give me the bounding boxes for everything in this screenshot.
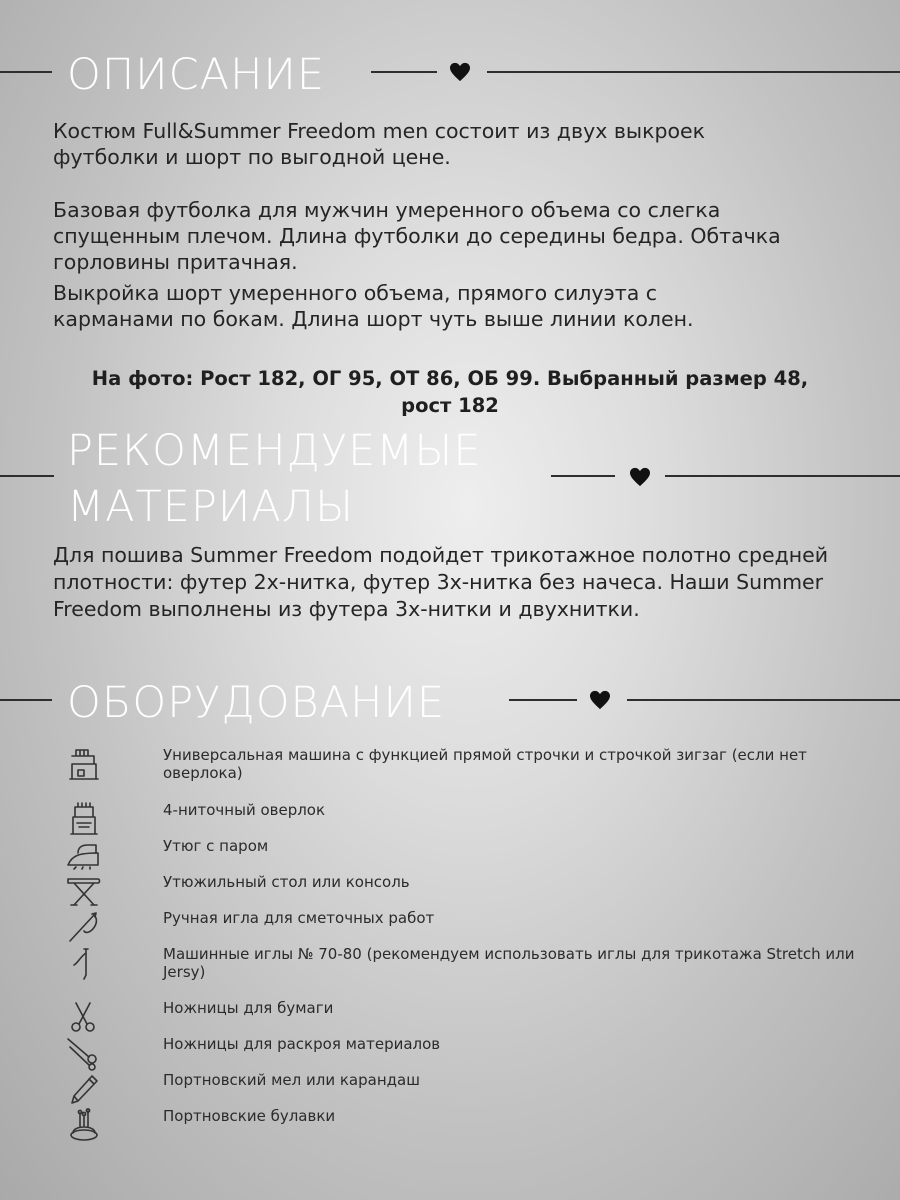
hand-needle-icon	[64, 909, 104, 945]
equipment-item-text: Портновские булавки	[163, 1107, 336, 1125]
heart-icon	[589, 690, 611, 710]
divider-mid	[551, 475, 615, 477]
divider-right	[665, 475, 900, 477]
photo-note-line1: На фото: Рост 182, ОГ 95, ОТ 86, ОБ 99. Выбранный размер 48,	[91, 367, 809, 390]
photo-note-line2: рост 182	[401, 394, 499, 417]
description-paragraph-1: Костюм Full&Summer Freedom men состоит из двух выкроек футболки и шорт по выгодной цене.	[53, 119, 706, 169]
equipment-item-text: Универсальная машина с функцией прямой строчки и строчкой зигзаг (если нет оверлока)	[163, 746, 807, 782]
steam-iron-icon	[64, 837, 104, 873]
equipment-item-text: Ножницы для раскроя материалов	[163, 1035, 441, 1053]
materials-paragraph: Для пошива Summer Freedom подойдет трикотажное полотно средней плотности: футер 2х-нитка, футер 3х-нитка без начеса. Наши Summer Freedom выполнены из футера 3х-нитки и двухнитки.	[53, 543, 829, 621]
equipment-title: ОБОРУДОВАНИЕ	[67, 678, 446, 728]
heart-icon	[629, 467, 651, 487]
materials-title	[67, 423, 482, 535]
divider-left	[0, 475, 54, 477]
divider-left	[0, 71, 52, 73]
pencil-icon	[64, 1071, 104, 1107]
materials-title-line1: РЕКОМЕНДУЕМЫЕ	[67, 426, 482, 476]
heart-icon	[449, 62, 471, 82]
equipment-item-text: Утюг с паром	[163, 837, 269, 855]
equipment-item-text: Портновский мел или карандаш	[163, 1071, 420, 1089]
description-paragraph-3: Выкройка шорт умеренного объема, прямого силуэта с карманами по бокам. Длина шорт чуть выше линии колен.	[53, 281, 694, 331]
description-paragraph-2: Базовая футболка для мужчин умеренного объема со слегка спущенным плечом. Длина футболки до середины бедра. Обтачка горловины притачная.	[53, 198, 781, 274]
ironing-board-icon	[64, 873, 104, 909]
fabric-scissors-icon	[64, 1035, 104, 1071]
equipment-item-text: 4-ниточный оверлок	[163, 801, 326, 819]
equipment-item-text: Машинные иглы № 70-80 (рекомендуем использовать иглы для трикотажа Stretch или Jersy)	[163, 945, 855, 981]
paper-scissors-icon	[64, 999, 104, 1035]
divider-mid	[371, 71, 437, 73]
machine-needle-icon	[64, 945, 104, 981]
overlock-icon	[64, 801, 104, 837]
photo-note	[40, 365, 860, 419]
equipment-item-text: Утюжильный стол или консоль	[163, 873, 410, 891]
description-title: ОПИСАНИЕ	[67, 50, 326, 100]
equipment-item-text: Ножницы для бумаги	[163, 999, 334, 1017]
materials-title-line2: МАТЕРИАЛЫ	[67, 482, 355, 532]
equipment-item-text: Ручная игла для сметочных работ	[163, 909, 435, 927]
divider-left	[0, 699, 52, 701]
divider-right	[487, 71, 900, 73]
sewing-machine-icon	[64, 746, 104, 782]
divider-mid	[509, 699, 577, 701]
divider-right	[627, 699, 900, 701]
pincushion-icon	[64, 1107, 104, 1143]
